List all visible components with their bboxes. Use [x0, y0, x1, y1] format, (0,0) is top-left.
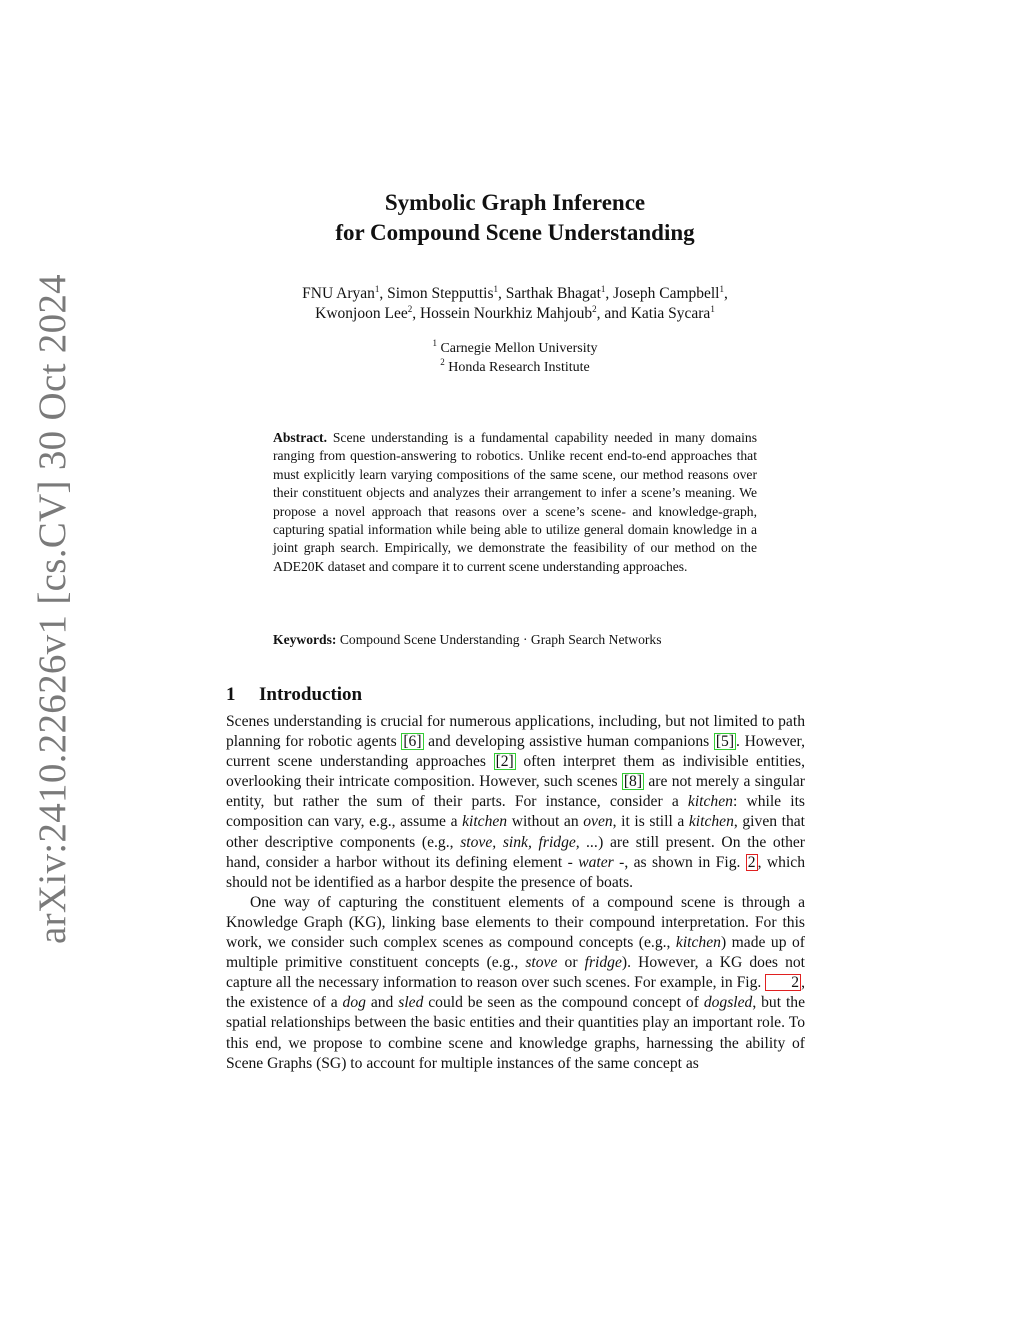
author-name: Katia Sycara: [630, 305, 711, 322]
keywords-label: Keywords:: [273, 632, 337, 647]
author-affiliation-mark: 1: [374, 284, 380, 294]
text-run: One way of capturing the constituent elements of a compound scene is through a Knowledge Graph (KG), linking base elements to their compound interpretation. For this work, we consider such complex scenes as compound concepts (e.g.,: [226, 893, 805, 952]
text-run: and: [365, 994, 399, 1012]
paragraph-2: [226, 893, 805, 1074]
text-run: ) made up of multiple primitive constituent concepts (e.g.,: [226, 934, 805, 972]
italic-term: kitchen: [688, 813, 734, 831]
author-line-2: Kwonjoon Lee$^2$, Hossein Nourkhiz Mahjoub$^2$, and Katia Sycara$^1$: [315, 304, 715, 322]
affiliation-name: Carnegie Mellon University: [440, 341, 598, 356]
affiliations: [200, 339, 830, 377]
text-run: could be seen as the compound concept of: [423, 994, 704, 1012]
body-text: [226, 712, 805, 1074]
italic-term: kitchen: [462, 813, 508, 831]
author-name: Joseph Campbell: [613, 285, 720, 302]
section-number: 1: [226, 684, 236, 705]
affiliation-2: [200, 358, 830, 377]
author-name: FNU Aryan: [302, 285, 375, 302]
author-affiliation-mark: 1: [710, 304, 715, 314]
author-affiliation-mark: 2: [407, 304, 413, 314]
text-run: , the existence of a: [226, 974, 805, 1012]
author-affiliation-mark: 1: [719, 284, 724, 294]
paper-title: [200, 188, 830, 248]
paragraph-1: [226, 712, 805, 893]
author-affiliation-mark: 1: [600, 284, 606, 294]
figure-link[interactable]: 2: [747, 853, 756, 871]
text-run: -, as shown in Fig.: [613, 853, 746, 871]
italic-term: fridge: [584, 954, 622, 972]
citation-link[interactable]: [2]: [495, 753, 514, 771]
text-run: without an: [507, 813, 584, 831]
citation-link[interactable]: [5]: [715, 733, 735, 751]
italic-term: water: [578, 853, 614, 871]
text-run: , it is still a: [612, 813, 689, 831]
italic-term: kitchen: [675, 934, 721, 952]
italic-term: kitchen: [687, 793, 733, 811]
affiliation-mark: 1: [432, 338, 437, 348]
text-run: are not merely a singular entity, but rather the sum of their parts. For instance, consider a: [226, 773, 805, 811]
author-line-1: FNU Aryan$^1$, Simon Stepputtis$^1$, Sarthak Bhagat$^1$, Joseph Campbell$^1$,: [302, 284, 728, 302]
italic-term: dog: [342, 994, 366, 1012]
author-name: Kwonjoon Lee: [315, 305, 408, 322]
text-run: ) are still present. On the other hand, consider a harbor without its defining element -: [226, 833, 805, 871]
italic-term: sled: [398, 994, 424, 1012]
affiliation-1: [200, 339, 830, 358]
abstract-label: Abstract.: [273, 430, 327, 445]
figure-link[interactable]: 2: [765, 974, 801, 991]
affiliation-name: Honda Research Institute: [448, 360, 590, 375]
text-run: Scenes understanding is crucial for numerous applications, including, but not limited to path planning for robotic agents: [226, 713, 805, 751]
text-run: , given that other descriptive components (e.g.,: [226, 813, 805, 851]
italic-term: dogsled: [703, 994, 753, 1012]
text-run: and developing assistive human companions: [423, 733, 714, 751]
citation-link[interactable]: [8]: [623, 773, 643, 791]
section-heading: [226, 684, 362, 706]
italic-term: oven: [583, 813, 613, 831]
author-name: Simon Stepputtis: [387, 285, 494, 302]
abstract: [273, 429, 757, 576]
author-affiliation-mark: 1: [493, 284, 499, 294]
author-affiliation-mark: 2: [592, 304, 597, 314]
affiliation-mark: 2: [440, 357, 445, 367]
text-run: or: [557, 954, 585, 972]
text-run: often interpret them as indivisible entities, overlooking their intricate composition. However, such scenes: [226, 753, 805, 791]
author-name: Sarthak Bhagat: [505, 285, 601, 302]
author-conjunction: and: [604, 305, 631, 322]
section-title: Introduction: [259, 684, 363, 705]
citation-link[interactable]: [6]: [403, 733, 422, 751]
arxiv-identifier-stamp: arXiv:2410.22626v1 [cs.CV] 30 Oct 2024: [31, 274, 74, 944]
keywords-list: Compound Scene Understanding · Graph Search Networks: [339, 632, 662, 647]
keywords: [273, 631, 763, 649]
author-list: [200, 284, 830, 324]
italic-term: stove, sink, fridge, ...: [460, 833, 599, 851]
text-run: , but the spatial relationships between the basic entities and their quantities play an important role. To this end, we propose to combine scene and knowledge graphs, harnessing the ability of Scene Graphs (SG) to account for multiple instances of the same concept as: [226, 994, 806, 1072]
abstract-text: Scene understanding is a fundamental capability needed in many domains ranging from question-answering to robotics. Unlike recent end-to-end approaches that must explicitly learn varying compositions of the same scene, our method reasons over their constituent objects and analyzes their arrangement to infer a scene’s meaning. We propose a novel approach that reasons over a scene’s scene- and knowledge-graph, capturing spatial information while being able to utilize general domain knowledge in a joint graph search. Empirically, we demonstrate the feasibility of our method on the ADE20K dataset and compare it to current scene understanding approaches.: [273, 430, 757, 574]
text-run: ). However, a KG does not capture all the necessary information to reason over such scenes. For example, in Fig.: [226, 954, 805, 992]
text-run: : while its composition can vary, e.g., assume a: [226, 793, 805, 831]
text-run: . However, current scene understanding approaches: [226, 733, 805, 771]
title-line-2: for Compound Scene Understanding: [335, 220, 695, 245]
italic-term: stove: [525, 954, 558, 972]
author-name: Hossein Nourkhiz Mahjoub: [419, 305, 593, 322]
title-line-1: Symbolic Graph Inference: [384, 190, 646, 215]
text-run: , which should not be identified as a harbor despite the presence of boats.: [226, 853, 806, 891]
